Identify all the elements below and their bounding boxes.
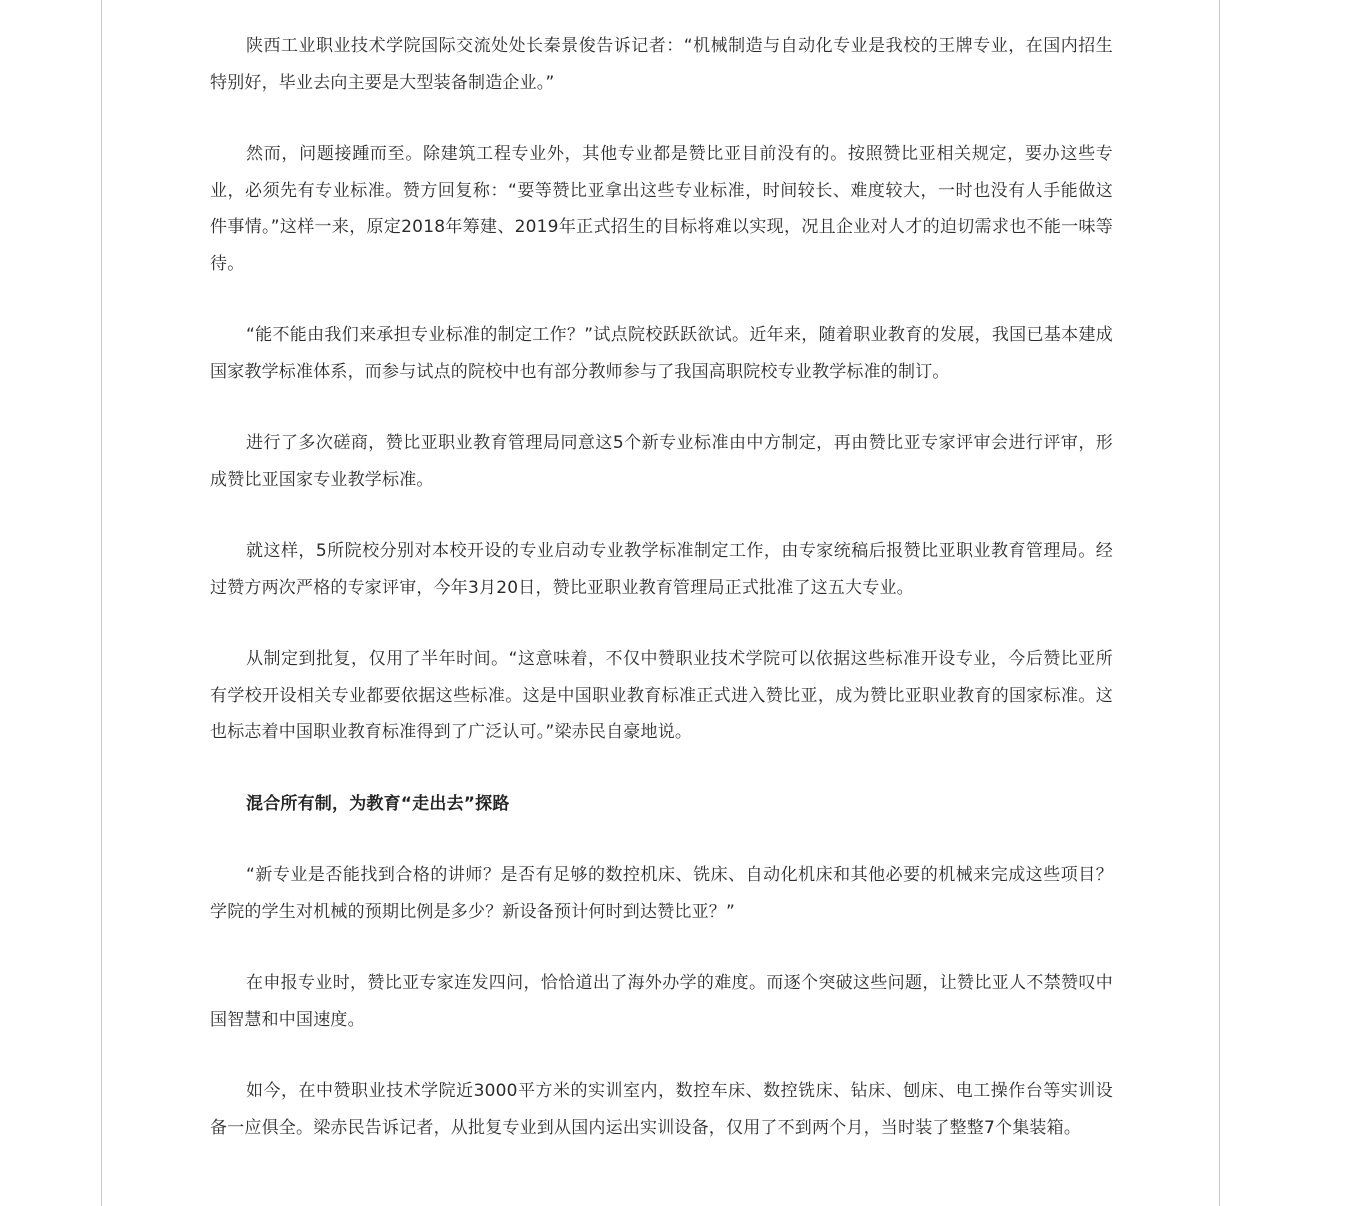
paragraph: 进行了多次磋商，赞比亚职业教育管理局同意这5个新专业标准由中方制定，再由赞比亚专家评审会进行评审，形成赞比亚国家专业教学标准。 xyxy=(210,433,1113,490)
article-body xyxy=(210,28,1113,1181)
section-heading: 混合所有制，为教育“走出去”探路 xyxy=(246,793,510,814)
paragraph: 然而，问题接踵而至。除建筑工程专业外，其他专业都是赞比亚目前没有的。按照赞比亚相关规定，要办这些专业，必须先有专业标准。赞方回复称：“要等赞比亚拿出这些专业标准，时间较长、难度较大，一时也没有人手能做这件事情。”这样一来，原定2018年筹建、2019年正式招生的目标将难以实现，况且企业对人才的迫切需求也不能一味等待。 xyxy=(210,144,1113,274)
paragraph: “能不能由我们来承担专业标准的制定工作？”试点院校跃跃欲试。近年来，随着职业教育的发展，我国已基本建成国家教学标准体系，而参与试点的院校中也有部分教师参与了我国高职院校专业教学标准的制订。 xyxy=(210,325,1113,382)
paragraph: 就这样，5所院校分别对本校开设的专业启动专业教学标准制定工作，由专家统稿后报赞比亚职业教育管理局。经过赞方两次严格的专家评审，今年3月20日，赞比亚职业教育管理局正式批准了这五大专业。 xyxy=(210,541,1113,598)
paragraph: 从制定到批复，仅用了半年时间。“这意味着，不仅中赞职业技术学院可以依据这些标准开设专业，今后赞比亚所有学校开设相关专业都要依据这些标准。这是中国职业教育标准正式进入赞比亚，成为赞比亚职业教育的国家标准。这也标志着中国职业教育标准得到了广泛认可。”梁赤民自豪地说。 xyxy=(210,649,1113,742)
paragraph: “新专业是否能找到合格的讲师？是否有足够的数控机床、铣床、自动化机床和其他必要的机械来完成这些项目？学院的学生对机械的预期比例是多少？新设备预计何时到达赞比亚？” xyxy=(210,865,1113,922)
document-page xyxy=(101,0,1220,1206)
paragraph: 陕西工业职业技术学院国际交流处处长秦景俊告诉记者：“机械制造与自动化专业是我校的王牌专业，在国内招生特别好，毕业去向主要是大型装备制造企业。” xyxy=(210,36,1113,93)
paragraph: 如今，在中赞职业技术学院近3000平方米的实训室内，数控车床、数控铣床、钻床、刨床、电工操作台等实训设备一应俱全。梁赤民告诉记者，从批复专业到从国内运出实训设备，仅用了不到两个月，当时装了整整7个集装箱。 xyxy=(210,1081,1113,1138)
paragraph: 在申报专业时，赞比亚专家连发四问，恰恰道出了海外办学的难度。而逐个突破这些问题，让赞比亚人不禁赞叹中国智慧和中国速度。 xyxy=(210,973,1113,1030)
